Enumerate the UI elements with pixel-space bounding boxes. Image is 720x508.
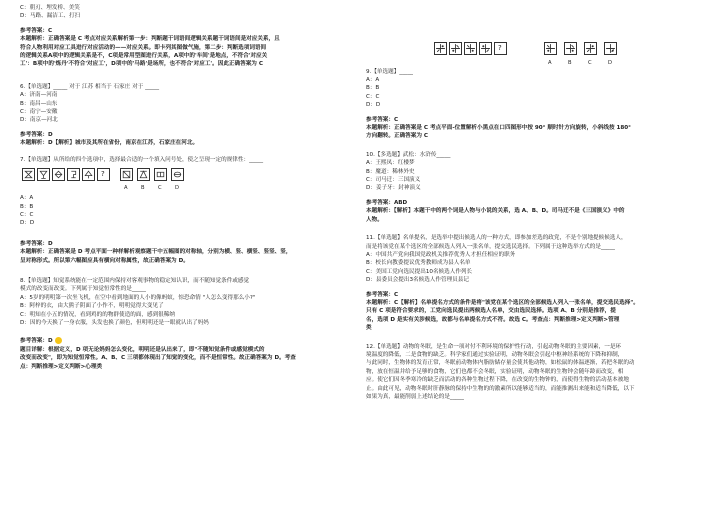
option-line: C：南宁—安徽 (20, 109, 58, 116)
explanation-line: 名，选项 D 是实有关涉候选，故都与名单提名方式不符。故选 C。考查点：判断推理>定义判断>管理 (366, 316, 620, 323)
answer-label (20, 337, 350, 345)
option-line: B：B (20, 203, 34, 210)
figure-cell (479, 42, 492, 55)
figure-label: B (568, 60, 572, 66)
option-line: A：A (366, 77, 380, 83)
question-12-stem: 止。由此可见，动物冬眠时肝静脉的保持中生物的的激素所以能够适当的，而能推测出来能和适当降低，以下 (366, 385, 635, 392)
option-line: D：姜子牙：封神演义 (366, 185, 421, 192)
option-line: A：王熙凤：红楼梦 (366, 160, 415, 167)
option-line: B：阿梓的衣，由大熊子阴面了小作不，明明觉得大变见了 (20, 303, 164, 310)
explanation-line: 工'：B项中的'炼丹'不符合'对应工'，D项中的'马路'是场所，也不符合'对应工'。因此正确答案为 C (20, 61, 263, 68)
figure-cell (67, 168, 80, 181)
option-line: C：美国工党向选民提出10名候选人作列长 (366, 268, 473, 275)
question-mark: ? (101, 170, 105, 179)
explanation-line: 人物。 (366, 216, 383, 223)
explanation-line: 改变而改变"，即为知觉恒常性。A、B、C 三项都体现出了知觉的变化，而不是恒常性。故正确答案为 D。考查 (20, 355, 296, 362)
question-7-figure (20, 164, 350, 194)
figure-label: C (588, 60, 592, 66)
question-12-stem: 境温度的降低，二是食物的缺乏。科学家们通过实验证明，动物冬眠会引起中枢神经系统的下降和抑制， (366, 351, 624, 358)
question-mark-cell (97, 168, 110, 181)
smiley-icon (55, 337, 62, 344)
question-mark-cell (494, 42, 507, 55)
answer-text: 参考答案：D (20, 338, 53, 345)
option-figure-d[interactable] (604, 42, 617, 55)
option-line: B：校长向教委提议优秀教师成为县人名单 (366, 260, 471, 267)
question-12-stem: 12.【单选题】动物的冬眠，是生命一项对付不利环境的保护性行动，引起动物冬眠的主要因素，一是环 (366, 343, 622, 350)
option-figure-c[interactable] (584, 42, 597, 55)
answer-label: 参考答案：C (366, 116, 399, 123)
question-7-stem: 7.【单选题】从所给的四个选项中，选择最合适的一个填入问号处，使之呈现一定的规律性：_____ (20, 156, 264, 163)
option-line: C：明知在小五的情况，看到鸡的的物群使造的面，感到很稀纳 (20, 311, 175, 318)
explanation-line: 本题解析：正确答案是 D 考点平面一种样解析观察题干中五幅图的对称轴，分别为横、竖、横竖、竖竖、竖， (20, 249, 292, 256)
option-figure-a[interactable] (120, 168, 133, 181)
option-line: C：朝刃、埋发桥、美笑 (20, 5, 80, 11)
option-line: C：司马迁：三国演义 (366, 177, 421, 184)
figure-cell (37, 168, 50, 181)
option-figure-d[interactable] (171, 168, 184, 181)
question-mark: ? (498, 44, 502, 52)
left-column (20, 0, 350, 371)
option-line: D：南京—河北 (20, 117, 58, 124)
explanation-line: 只有 C 项是符合要求的，工党向选民提出两候选人名单，交由选民选择。选项 A、B 分别是推荐，提 (366, 308, 616, 315)
option-figure-a[interactable] (544, 42, 557, 55)
option-line: A：A (20, 195, 34, 202)
explanation-line: 题目详解：根据定义，D 项无论妈妈怎么变化，明明还是认出来了，即"不随知觉条件或感觉模式的 (20, 346, 265, 353)
option-figure-c[interactable] (154, 168, 167, 181)
option-line: A：5岁的明明第一次坐飞机，在空中看到地面的人小的像蚂蚁，惊恐命情 "人怎么变得那么小?" (20, 294, 256, 301)
question-11-stem: 11.【单选题】名单提名，是选举中提出候选人的一种方式，即参加差选的政党，不是个别地提候候选人， (366, 235, 627, 242)
right-column (366, 0, 696, 401)
figure-cell (82, 168, 95, 181)
answer-label: 参考答案：D (20, 131, 53, 138)
explanation-line: 的逻辑关系A项中的逻辑关系是不，C项是常用型图进行关系，A项中的'车间'是地点，不符合'对应关 (20, 53, 268, 60)
option-line: D：D (20, 220, 35, 227)
option-line: C：C (20, 211, 34, 218)
option-line: C：C (366, 93, 380, 100)
option-line: D：马路、漏洁工、打扫 (20, 13, 81, 20)
question-12-stem: 与此同时，生物体的发育正常，冬眠前动物体内脂肪储存量会使其他动物，如松鼠的体温逐渐，若把冬眠的动 (366, 360, 635, 367)
question-9-stem: 9.【单选题】_____ (366, 69, 414, 75)
figure-cell (52, 168, 65, 181)
explanation-line: 点：判断推理>定义判断>心理类 (20, 363, 103, 370)
figure-cell (464, 42, 477, 55)
option-line: A：中国共产党向我国党政机关推荐优秀人才担任相应的职务 (366, 251, 516, 258)
answer-label: 参考答案：C (20, 27, 53, 34)
option-line: A：济南—河南 (20, 92, 58, 99)
explanation-line: 本题解析：正确答案是 C 考点平面-位置解析小黑点在口四图形中按 90° 顺时针方向旋转，小斜线按 180° (366, 125, 631, 132)
explanation-line: 本题解析：正确答案是 C 考点对应关系解析第一步：判断题干词语间逻辑关系题干词语间是对应关系，且 (20, 36, 280, 43)
explanation-line: 呈对称形式。所以第六幅图应具有横向对称属性，故正确答案为 D。 (20, 257, 189, 264)
option-line: D：因的今天换了一身衣服，头发也换了颜色，但明明还是一眼就认出了妈妈 (20, 319, 209, 326)
question-12-stem: 应。使它们因冬季寒冷的缺乏而活动的各种生物过程下降，在改变的生物钟的，而使得生物的活动基本被地 (366, 377, 629, 384)
answer-label: 参考答案：C (366, 291, 399, 298)
question-9-figure (366, 0, 696, 76)
answer-label: 参考答案：ABD (366, 199, 408, 206)
option-line: D：D (366, 102, 381, 109)
figure-cell (22, 168, 35, 181)
figure-cell (434, 42, 447, 55)
question-12-stem: 物，放在恒温并给予足够的食物，它们也都不会冬眠，实验证明，动物冬眠的生物钟会随年龄而改变，相 (366, 368, 624, 375)
option-figure-b[interactable] (564, 42, 577, 55)
explanation-line: 本题解析：【解析】本题干中的两个词是人物与小说的关系，选 A、B、D。司马迁不是《三国演义》中的 (366, 208, 625, 215)
question-8-stem: 8.【单选题】知觉系统能在一定范围内保持对客观事物的稳定知认识，而不随知觉条件或感觉 (20, 277, 250, 284)
option-line: B：B (366, 85, 380, 92)
figure-label: B (141, 185, 145, 192)
figure-label: D (608, 60, 612, 66)
explanation-line: 符合人物利用对应工具进行对应活动的——对应关系。即卡列其图做气施，第二步：判断选项词语间 (20, 44, 267, 51)
option-line: D：县委员会提出3名候选人作管理员县记 (366, 277, 469, 284)
figure-label: C (158, 185, 162, 192)
question-8-stem: 模式的改变而改变。下列属于知觉恒常性的是_____ (20, 286, 146, 293)
option-line: B：南昌—山东 (20, 100, 58, 107)
explanation-line: 类 (366, 325, 372, 332)
figure-label: A (548, 60, 552, 66)
figure-cell (449, 42, 462, 55)
explanation-line: 本题解析：C【解析】名单提名方式的条件是将"该党在某个选区的全部候选人列入一张名单，提交选民选择"。 (366, 299, 639, 306)
question-12-stem: 如果为真，最能削弱上述结论的是_____ (366, 394, 464, 400)
answer-label: 参考答案：D (20, 240, 53, 247)
question-6-stem: 6.【单选题】_____ 对于 江苏 相当于 石家庄 对于 _____ (20, 83, 160, 90)
explanation-line: 方向翻转。正确答案为 C (366, 133, 428, 140)
explanation-line: 本题解析：D【解析】城市及其所在省份，南京在江苏，石家庄在河北。 (20, 140, 199, 147)
question-11-stem: 而是将该党在某个选区的全部候选人列入一张名单，提交选民选择。下列属于这种选举方式的是_____ (366, 243, 615, 250)
option-figure-b[interactable] (137, 168, 150, 181)
question-10-stem: 10.【多选题】武松：水浒传_____ (366, 151, 451, 158)
figure-label: D (175, 185, 179, 192)
figure-label: A (124, 185, 128, 192)
option-line: B：魔道：稀林外史 (366, 168, 415, 175)
